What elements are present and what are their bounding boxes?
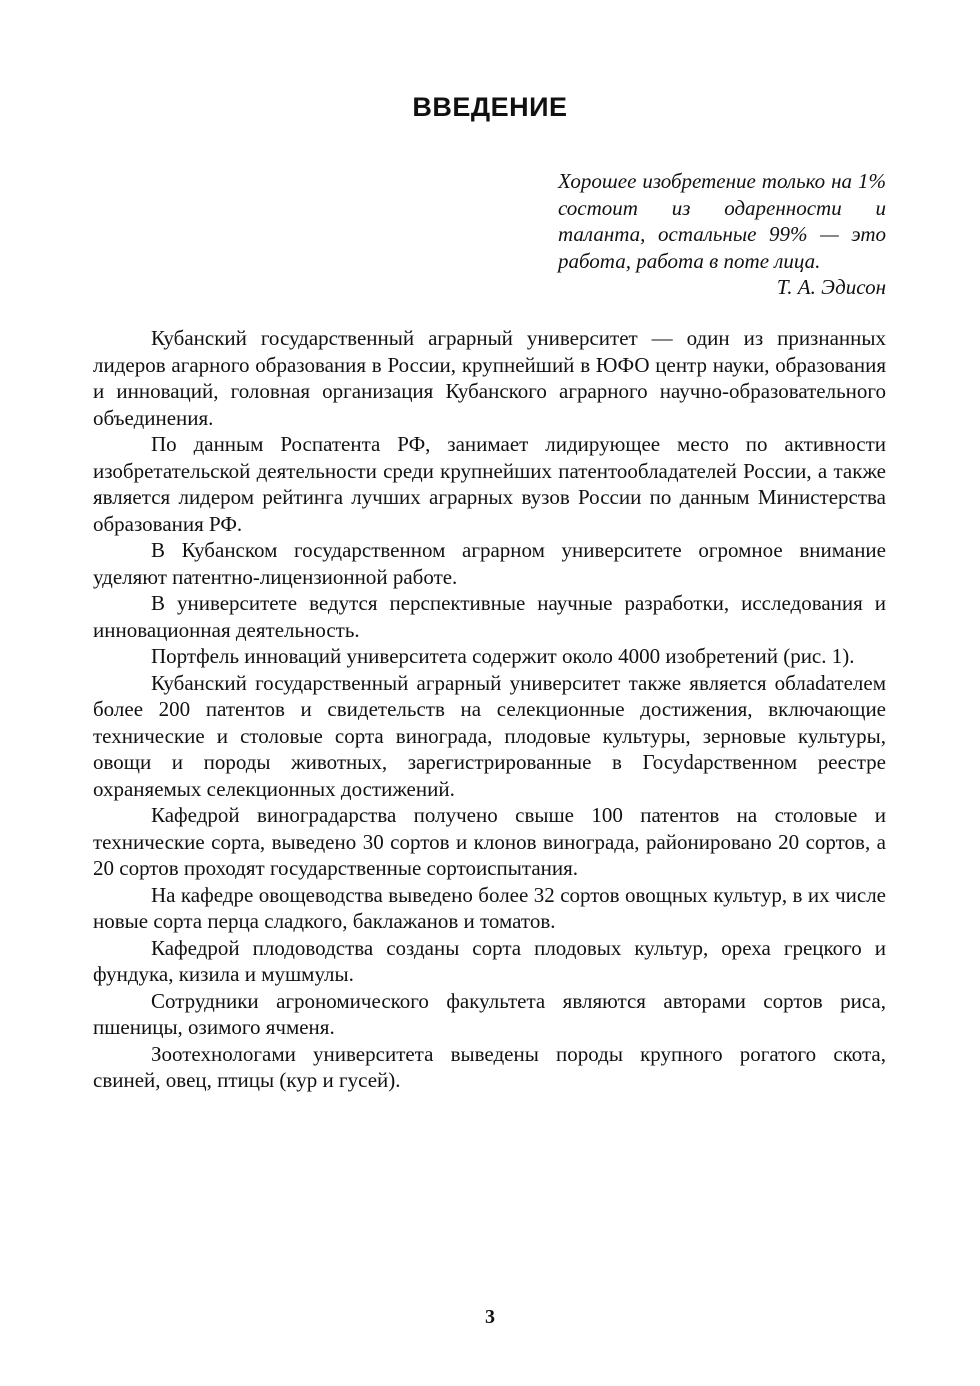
- page-title: ВВЕДЕНИЕ: [412, 92, 568, 122]
- paragraph: На кафедре овощеводства выведено более 32 сортов овощных культур, в их числе новые сорта перца сладкого, баклажанов и томатов.: [93, 882, 886, 933]
- paragraph: В университете ведутся перспективные научные разработки, исследования и инновационная деятельность.: [93, 591, 886, 642]
- body-text: [93, 325, 886, 1094]
- paragraph: Кафедрой плодоводства созданы сорта плодовых культур, ореха грецкого и фундука, кизила и мушмулы.: [93, 935, 886, 986]
- paragraph: Кафедрой виноградарства получено свыше 100 патентов на столовые и технические сорта, выведено 30 сортов и клонов винограда, районировано 20 сортов, а 20 сортов проходят государственные сортоиспытания.: [93, 803, 886, 880]
- epigraph: [558, 168, 886, 301]
- paragraph: В Кубанском государственном аграрном университете огромное внимание уделяют патентно-лицензионной работе.: [93, 538, 886, 589]
- page-number: 3: [485, 1306, 495, 1328]
- paragraph: По данным Роспатента РФ, занимает лидирующее место по активности изобретательской деятельности среди крупнейших патентообладателей России, а также является лидером рейтинга лучших аграрных вузов России по данным Министерства образования РФ.: [93, 432, 886, 536]
- epigraph-author: Т. А. Эдисон: [776, 275, 886, 299]
- paragraph: Кубанский государственный аграрный университет — один из признанных лидеров агарного образования в России, крупнейший в ЮФО центр науки, образования и инноваций, головная организация Кубанского аграрного научно-образовательного объединения.: [93, 326, 886, 430]
- epigraph-quote: Хорошее изобретение только на 1% состоит из одаренности и таланта, остальные 99% — это работа, работа в поте лица.: [558, 169, 886, 273]
- paragraph: Зоотехнологами университета выведены породы крупного рогатого скота, свиней, овец, птицы (кур и гусей).: [93, 1041, 886, 1092]
- paragraph: Сотрудники агрономического факультета являются авторами сортов риса, пшеницы, озимого ячменя.: [93, 988, 886, 1039]
- paragraph: Портфель инноваций университета содержит около 4000 изобретений (рис. 1).: [151, 644, 855, 668]
- paragraph: Кубанский государственный аграрный университет также является облаdателем более 200 патентов и свидетельств на селекционные достижения, включающие технические и столовые сорта винограда, плодовые культуры, зерновые культуры, овощи и породы животных, зарегистрированные в Госуdарственном реестре охраняемых селекционных достижений.: [93, 670, 886, 801]
